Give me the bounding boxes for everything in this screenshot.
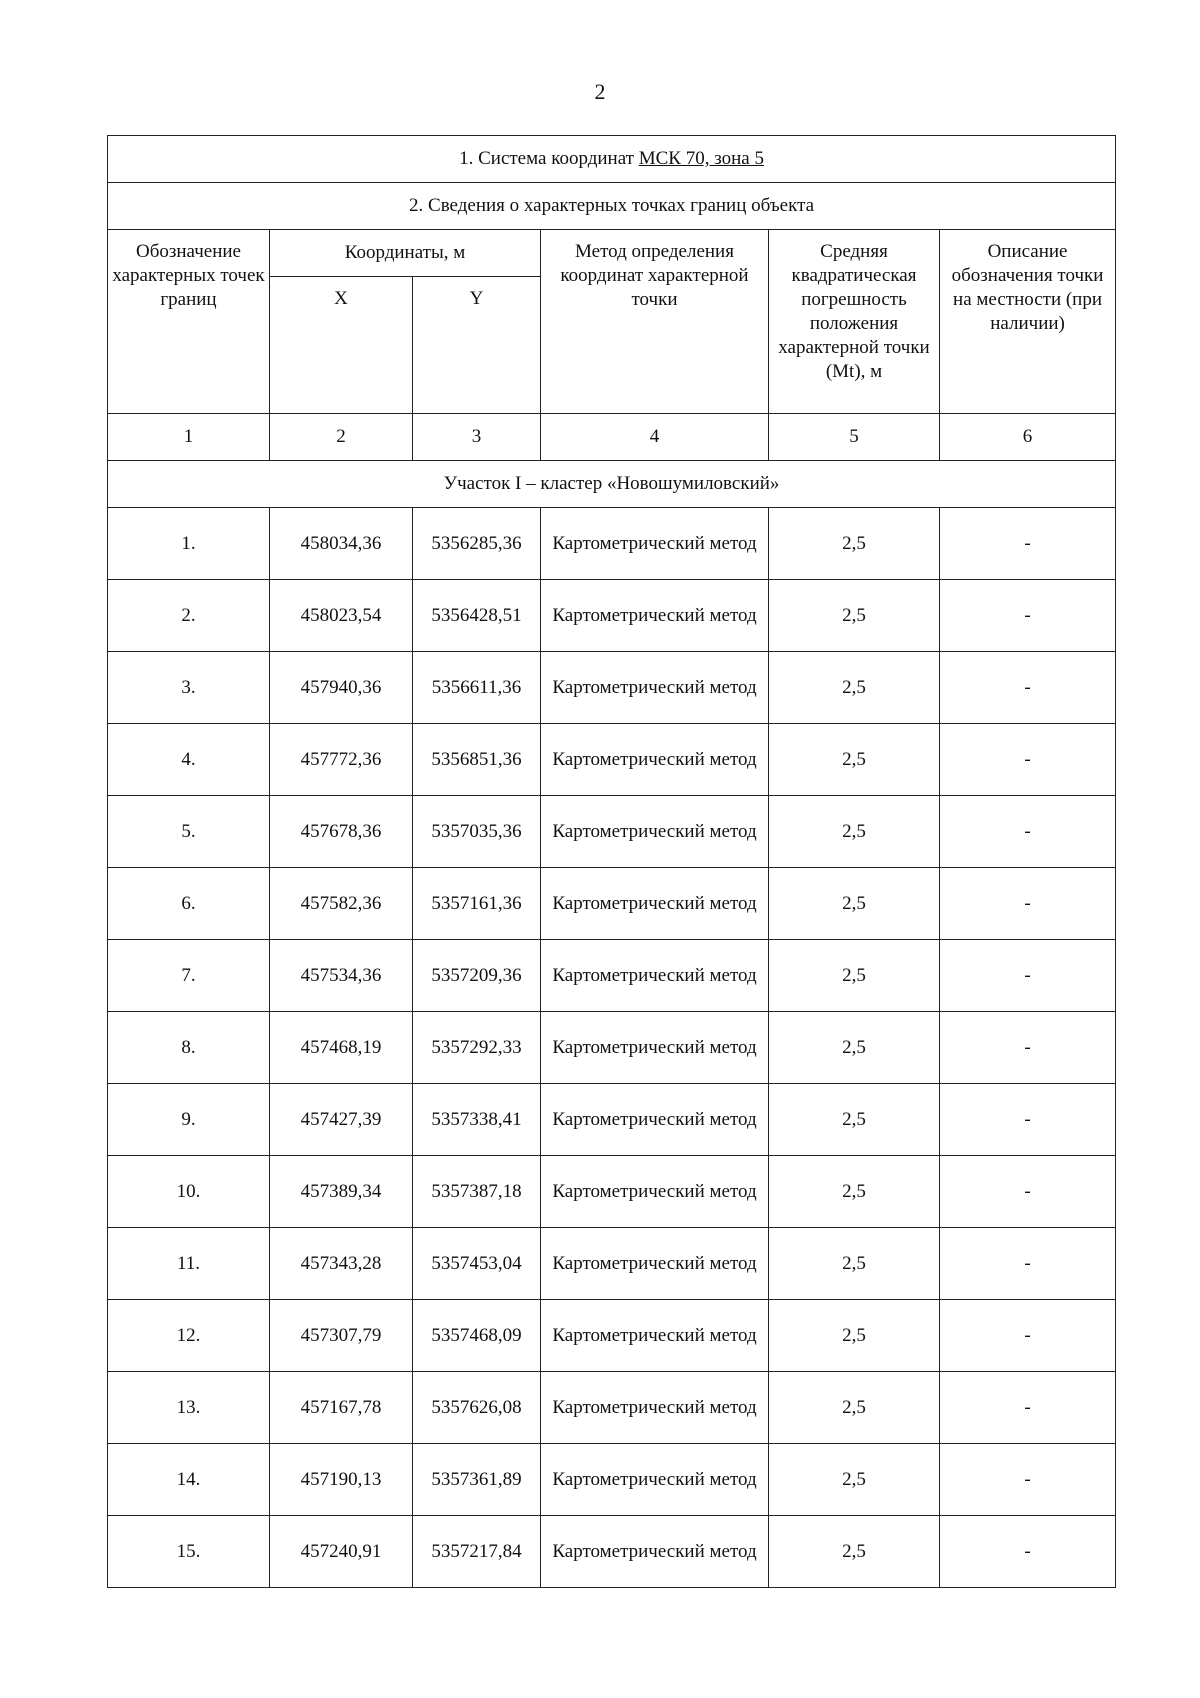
- error-cell: 2,5: [769, 1444, 940, 1516]
- error-cell: 2,5: [769, 940, 940, 1012]
- point-number-cell: 8.: [108, 1012, 270, 1084]
- error-cell: 2,5: [769, 1084, 940, 1156]
- x-coordinate-cell: 457167,78: [270, 1372, 413, 1444]
- column-numbers-row: [108, 414, 1116, 461]
- point-number-cell: 7.: [108, 940, 270, 1012]
- table-row: [108, 1300, 1116, 1372]
- x-coordinate-cell: 457240,91: [270, 1516, 413, 1588]
- header-description: Описание обозначения точки на местности (при наличии): [940, 230, 1116, 414]
- point-number-cell: 6.: [108, 868, 270, 940]
- table-row: [108, 1372, 1116, 1444]
- method-cell: Картометрический метод: [541, 1372, 769, 1444]
- x-coordinate-cell: 457582,36: [270, 868, 413, 940]
- x-coordinate-cell: 458023,54: [270, 580, 413, 652]
- description-cell: -: [940, 580, 1116, 652]
- y-coordinate-cell: 5356428,51: [413, 580, 541, 652]
- error-cell: 2,5: [769, 1372, 940, 1444]
- description-cell: -: [940, 1444, 1116, 1516]
- x-coordinate-cell: 457468,19: [270, 1012, 413, 1084]
- table-row: [108, 868, 1116, 940]
- y-coordinate-cell: 5357453,04: [413, 1228, 541, 1300]
- point-number-cell: 13.: [108, 1372, 270, 1444]
- x-coordinate-cell: 457427,39: [270, 1084, 413, 1156]
- x-coordinate-cell: 458034,36: [270, 508, 413, 580]
- x-coordinate-cell: 457389,34: [270, 1156, 413, 1228]
- error-cell: 2,5: [769, 1516, 940, 1588]
- description-cell: -: [940, 724, 1116, 796]
- method-cell: Картометрический метод: [541, 940, 769, 1012]
- error-cell: 2,5: [769, 1300, 940, 1372]
- point-number-cell: 15.: [108, 1516, 270, 1588]
- plot-title: Участок I – кластер «Новошумиловский»: [108, 461, 1116, 508]
- coord-system-cell: [108, 136, 1116, 183]
- description-cell: -: [940, 1300, 1116, 1372]
- point-number-cell: 11.: [108, 1228, 270, 1300]
- table-row: [108, 1444, 1116, 1516]
- x-coordinate-cell: 457940,36: [270, 652, 413, 724]
- table-row: [108, 580, 1116, 652]
- x-coordinate-cell: 457343,28: [270, 1228, 413, 1300]
- header-row-1: [108, 230, 1116, 277]
- coord-system-row: [108, 136, 1116, 183]
- table-row: [108, 1012, 1116, 1084]
- page-number: 2: [594, 79, 606, 104]
- point-number-cell: 4.: [108, 724, 270, 796]
- method-cell: Картометрический метод: [541, 796, 769, 868]
- table-row: [108, 652, 1116, 724]
- error-cell: 2,5: [769, 652, 940, 724]
- method-cell: Картометрический метод: [541, 508, 769, 580]
- coord-system-name: МСК 70, зона 5: [638, 148, 764, 169]
- column-number: 6: [940, 414, 1116, 461]
- y-coordinate-cell: 5357161,36: [413, 868, 541, 940]
- header-designation: Обозначение характерных точек границ: [108, 230, 270, 414]
- point-number-cell: 2.: [108, 580, 270, 652]
- y-coordinate-cell: 5357361,89: [413, 1444, 541, 1516]
- description-cell: -: [940, 508, 1116, 580]
- column-number: 4: [541, 414, 769, 461]
- description-cell: -: [940, 868, 1116, 940]
- point-number-cell: 5.: [108, 796, 270, 868]
- error-cell: 2,5: [769, 868, 940, 940]
- table-row: [108, 1228, 1116, 1300]
- description-cell: -: [940, 1372, 1116, 1444]
- error-cell: 2,5: [769, 1228, 940, 1300]
- x-coordinate-cell: 457678,36: [270, 796, 413, 868]
- table-row: [108, 1156, 1116, 1228]
- y-coordinate-cell: 5357209,36: [413, 940, 541, 1012]
- header-y: Y: [413, 277, 541, 414]
- method-cell: Картометрический метод: [541, 1156, 769, 1228]
- description-cell: -: [940, 1084, 1116, 1156]
- coord-system-prefix: 1. Система координат: [459, 148, 634, 169]
- y-coordinate-cell: 5357217,84: [413, 1516, 541, 1588]
- column-number: 3: [413, 414, 541, 461]
- error-cell: 2,5: [769, 1012, 940, 1084]
- error-cell: 2,5: [769, 796, 940, 868]
- header-error: Средняя квадратическая погрешность положения характерной точки (Mt), м: [769, 230, 940, 414]
- x-coordinate-cell: 457772,36: [270, 724, 413, 796]
- error-cell: 2,5: [769, 508, 940, 580]
- description-cell: -: [940, 1012, 1116, 1084]
- method-cell: Картометрический метод: [541, 724, 769, 796]
- description-cell: -: [940, 1228, 1116, 1300]
- x-coordinate-cell: 457190,13: [270, 1444, 413, 1516]
- coordinates-table: [107, 135, 1116, 1588]
- column-number: 2: [270, 414, 413, 461]
- table-row: [108, 796, 1116, 868]
- table-row: [108, 940, 1116, 1012]
- method-cell: Картометрический метод: [541, 1444, 769, 1516]
- method-cell: Картометрический метод: [541, 1516, 769, 1588]
- method-cell: Картометрический метод: [541, 1084, 769, 1156]
- table-row: [108, 1084, 1116, 1156]
- description-cell: -: [940, 1516, 1116, 1588]
- y-coordinate-cell: 5356611,36: [413, 652, 541, 724]
- description-cell: -: [940, 940, 1116, 1012]
- section-heading: 2. Сведения о характерных точках границ объекта: [108, 183, 1116, 230]
- method-cell: Картометрический метод: [541, 1228, 769, 1300]
- point-number-cell: 9.: [108, 1084, 270, 1156]
- method-cell: Картометрический метод: [541, 868, 769, 940]
- section-heading-row: [108, 183, 1116, 230]
- header-x: X: [270, 277, 413, 414]
- y-coordinate-cell: 5357292,33: [413, 1012, 541, 1084]
- point-number-cell: 14.: [108, 1444, 270, 1516]
- y-coordinate-cell: 5356851,36: [413, 724, 541, 796]
- point-number-cell: 10.: [108, 1156, 270, 1228]
- x-coordinate-cell: 457534,36: [270, 940, 413, 1012]
- point-number-cell: 12.: [108, 1300, 270, 1372]
- error-cell: 2,5: [769, 1156, 940, 1228]
- method-cell: Картометрический метод: [541, 1012, 769, 1084]
- column-number: 1: [108, 414, 270, 461]
- y-coordinate-cell: 5356285,36: [413, 508, 541, 580]
- table-row: [108, 1516, 1116, 1588]
- y-coordinate-cell: 5357338,41: [413, 1084, 541, 1156]
- method-cell: Картометрический метод: [541, 652, 769, 724]
- y-coordinate-cell: 5357468,09: [413, 1300, 541, 1372]
- description-cell: -: [940, 1156, 1116, 1228]
- error-cell: 2,5: [769, 580, 940, 652]
- point-number-cell: 1.: [108, 508, 270, 580]
- column-number: 5: [769, 414, 940, 461]
- table-row: [108, 508, 1116, 580]
- y-coordinate-cell: 5357626,08: [413, 1372, 541, 1444]
- method-cell: Картометрический метод: [541, 1300, 769, 1372]
- table-row: [108, 724, 1116, 796]
- error-cell: 2,5: [769, 724, 940, 796]
- method-cell: Картометрический метод: [541, 580, 769, 652]
- description-cell: -: [940, 652, 1116, 724]
- point-number-cell: 3.: [108, 652, 270, 724]
- header-method: Метод определения координат характерной точки: [541, 230, 769, 414]
- x-coordinate-cell: 457307,79: [270, 1300, 413, 1372]
- y-coordinate-cell: 5357387,18: [413, 1156, 541, 1228]
- y-coordinate-cell: 5357035,36: [413, 796, 541, 868]
- plot-title-row: [108, 461, 1116, 508]
- description-cell: -: [940, 796, 1116, 868]
- header-coordinates: Координаты, м: [270, 230, 541, 277]
